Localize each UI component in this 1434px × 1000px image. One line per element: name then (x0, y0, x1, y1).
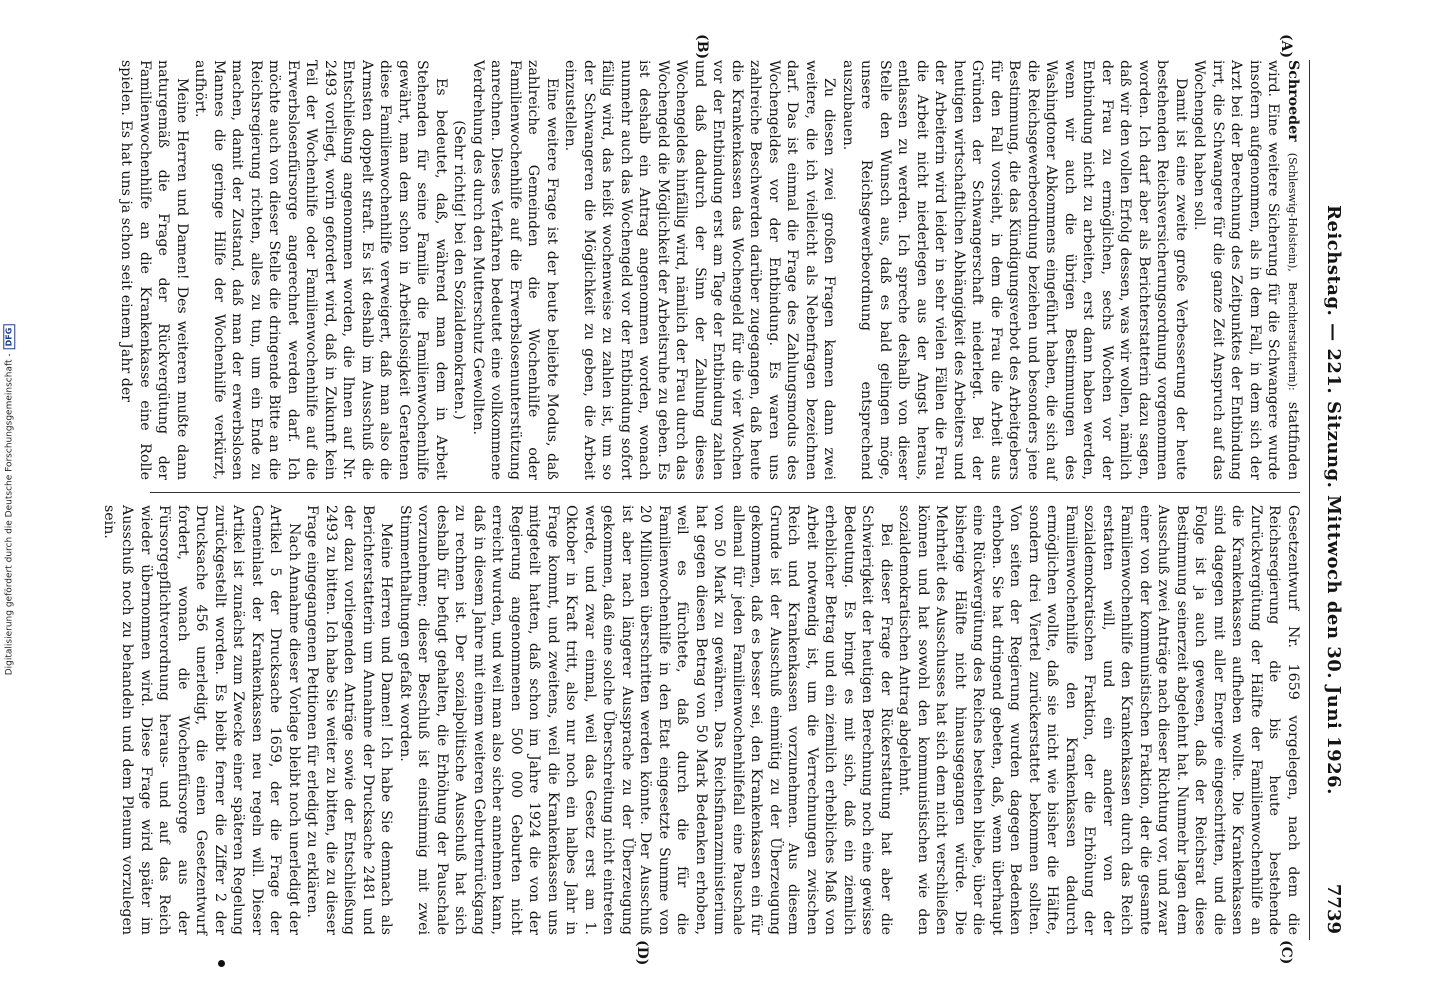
left-paragraph: Zu diesen zwei großen Fragen kamen dann zwei weitere, die ich vielleicht als Nebenfragen bezeichnen darf. Das ist einmal die Frage des Zahlungsmodus des Wochengeldes vor der Entbindung. Es waren uns zahlreiche Beschwerden darüber zugegangen, daß heute die Krankenkassen das Wochengeld für die vier Wochen vor der Entbindung erst am Tage der Entbindung zahlen und daß dadurch der Sinn der Zahlung dieses Wochengeldes hinfällig wird, nämlich der Frau durch das Wochengeld die Möglichkeit der Arbeitsruhe zu geben. Es ist deshalb ein Antrag angenommen worden, wonach nunmehr auch das Wochengeld vor der Entbindung sofort fällig wird, das heißt wochenweise zu zahlen ist, um so der Schwangeren die Möglichkeit zu geben, die Arbeit einzustellen. (562, 60, 838, 480)
margin-marker-b: (B) (694, 34, 710, 60)
left-paragraph: Meine Herren und Damen! Des weiteren mußte dann naturgemäß die Frage der Rückvergütung der Familienwochenhilfe an die Krankenkasse eine Rolle spielen. Es hat uns ja schon seit einem Jahr der (118, 60, 190, 480)
speaker-note: (Schleswig-Holstein), Berichterstatterin): (1286, 152, 1299, 391)
rotated-page (101, 34, 1350, 966)
margin-marker-a: (A) (1278, 34, 1294, 59)
margin-marker-d: (D) (634, 940, 650, 966)
page-header (1309, 60, 1350, 940)
page-number: 7739 (1323, 883, 1344, 934)
left-paragraph: Es bedeutet, daß, während man dem in Arbeit Stehenden für seine Familie die Familienwochenhilfe gewährt, man dem schon in Arbeitslosigkeit Geratenen diese Familienwochenhilfe verweigert, daß man also die Armsten doppelt straft. Es ist deshalb im Ausschuß die Entschließung angenommen worden, die Ihnen auf Nr. 2493 vorliegt, worin gefordert wird, daß in Zukunft kein Teil der Wochenhilfe oder Familienwochenhilfe auf die Erwerbslosenfürsorge angerechnet werden darf. Ich möchte auch von dieser Stelle die dringende Bitte an die Reichsregierung richten, alles zu tun, um ein Ende zu machen, damit der Zustand, daß man der erwerbslosen Mannes die geringe Hilfe der Wochenhilfe verkürzt, aufhört. (192, 60, 449, 480)
right-column (101, 505, 1302, 935)
right-paragraph: Bei dieser Frage der Rückerstattung hat aber die Schwierigkeit der heutigen Berechnung noch eine gewisse Bedeutung. Es bringt es mit sich, daß ein ziemlich erheblicher Betrag und ein ziemlich erhebliches Maß von Arbeit notwendig ist, um die Verrechnungen zwischen Reich und Krankenkassen vorzunehmen. Aus diesem Grunde ist der Ausschuß einmütig zu der Überzeugung gekommen, daß es besser sei, den Krankenkassen ein für allemal für jeden Familienwochenhilfefall eine Pauschale von 50 Mark zu gewähren. Das Reichsfinanzministerium hat gegen diesen Betrag von 50 Mark Bedenken erhoben, weil es fürchtete, daß durch die für die Familienwochenhilfe in den Etat eingesetzte Summe von 20 Millionen überschritten werden könnte. Der Ausschuß ist aber nach längerer Aussprache zu der Überzeugung gekommen, daß eine solche Überschreitung nicht eintreten werde, und zwar einmal, weil das Gesetz erst am 1. Oktober in Kraft tritt, also nur noch ein halbes Jahr in Frage kommt, und zweitens, weil die Krankenkassen uns mitgeteilt hatten, daß schon im Jahre 1924 die von der Regierung angenommenen 500 000 Geburten nicht erreicht wurden, und weil man also sicher annehmen kann, daß in diesem Jahre mit einem weiteren Geburtenrückgang zu rechnen ist. Der sozialpolitische Ausschuß hat sich deshalb für befugt gehalten, die Erhöhung der Pauschale vorzunehmen; dieser Beschluß ist einstimmig mit zwei Stimmenthaltungen gefaßt worden. (397, 505, 894, 935)
right-paragraph: Gesetzentwurf Nr. 1659 vorgelegen, nach dem die Reichsregierung die bis heute bestehende Zurückvergütung der Hälfte der Familienwochenhilfe an die Krankenkassen aufheben wollte. Die Krankenkassen sind dagegen mit aller Energie eingeschritten, und die Folge ist ja auch gewesen, daß der Reichsrat diese Bestimmung seinerzeit abgelehnt hat. Nunmehr lagen dem Ausschuß zwei Anträge nach dieser Richtung vor, und zwar einer von der kommunistischen Fraktion, der die gesamte Familienwochenhilfe den Krankenkassen durch das Reich erstatten will, und ein anderer von der sozialdemokratischen Fraktion, der die Erhöhung der Familienwochenhilfe den Krankenkassen dadurch ermöglichen wollte, daß sie nicht wie bisher die Hälfte, sondern drei Viertel zurückerstattet bekommen sollten. Von seiten der Regierung wurden dagegen Bedenken erhoben. Sie hat dringend gebeten, daß, wenn überhaupt eine Rückvergütung des Reiches bestehen bliebe, über die bisherige Hälfte nicht hinausgegangen würde. Die Mehrheit des Ausschusses hat sich dem nicht verschließen können und hat sowohl den kommunistischen wie den sozialdemokratischen Antrag abgelehnt. (896, 505, 1301, 935)
column-divider (150, 492, 1300, 493)
left-column (118, 60, 1302, 480)
right-paragraph: Nach Annahme dieser Vorlage bleibt noch unerledigt der Artikel 5 der Drucksache 1659, der die Frage der Gemeinlast der Krankenkassen neu regeln will. Dieser Artikel ist zunächst zum Zwecke einer späteren Regelung zurückgestellt worden. Es bleibt ferner die Ziffer 2 der Drucksache 456 unerledigt, die einen Gesetzentwurf fordert, wonach die Wochenfürsorge aus der Fürsorgepflichtverordnung heraus- und auf das Reich wieder übernommen wird. Diese Frage wird später im Ausschuß noch zu behandeln und dem Plenum vorzulegen sein. (101, 505, 302, 935)
left-paragraph (1190, 60, 1302, 480)
speaker-name: Schroeder (1285, 60, 1301, 142)
digitization-notice (2, 0, 16, 1000)
right-paragraph: Meine Herren und Damen! Ich habe Sie demnach als Berichterstatterin um Annahme der Drucksache 2481 und der dazu vorliegenden Anträge sowie der Entschließung 2493 zu bitten. Ich habe Sie weiter zu bitten, die zu dieser Frage eingegangenen Petitionen für erledigt zu erklären. (304, 505, 395, 935)
left-paragraph: Damit ist eine zweite große Verbesserung der heute bestehenden Reichsversicherungsordnung vorgenommen worden. Ich darf aber als Berichterstatterin dazu sagen, daß wir den vollen Erfolg dessen, was wir wollen, nämlich der Frau zu ermöglichen, sechs Wochen vor der Entbindung nicht zu arbeiten, erst dann haben werden, wenn wir auch die übrigen Bestimmungen des Washingtoner Abkommens eingeführt haben, die sich auf die Reichsgewerbeordnung beziehen und besonders jene Bestimmung, die das Kündigungsverbot des Arbeitgebers für den Fall vorsieht, in dem die Frau die Arbeit aus Gründen der Schwangerschaft niederlegt. Bei der heutigen wirtschaftlichen Abhängigkeit des Arbeiters und der Arbeiterin wird leider in sehr vielen Fällen die Frau die Arbeit nicht niederlegen aus der Angst heraus, entlassen zu werden. Ich spreche deshalb von dieser Stelle den Wunsch aus, daß es bald gelingen möge, unsere Reichsgewerbeordnung entsprechend auszubauen. (840, 60, 1189, 480)
left-paragraph: Eine weitere Frage ist der heute beliebte Modus, daß zahlreiche Gemeinden die Wochenhilfe oder Familienwochenhilfe auf die Erwerbslosenunterstützung anrechnen. Dieses Verfahren bedeutet eine vollkommene Verdrehung des durch den Mutterschutz Gewollten. (470, 60, 560, 480)
margin-marker-c: (C) (1278, 940, 1294, 965)
dfg-logo-icon: DFG (3, 325, 15, 350)
paragraph-text: stattfinden wird. Eine weitere Sicherung für die Schwangere wurde insofern aufgenommen, als in dem Fall, in dem sich der Arzt bei der Berechnung des Zeitpunktes der Entbindung irrt, die Schwangere für die ganze Zeit Anspruch auf das Wochengeld haben soll. (1191, 60, 1301, 480)
page-title: Reichstag. — 221. Sitzung. Mittwoch den 30. Juni 1926. (1323, 205, 1344, 795)
notice-text: Digitalisierung gefördert durch die Deutsche Forschungsgemeinschaft - (4, 353, 15, 676)
interjection: (Sehr richtig! bei den Sozialdemokraten.) (451, 120, 468, 420)
margin-dot (218, 960, 225, 967)
